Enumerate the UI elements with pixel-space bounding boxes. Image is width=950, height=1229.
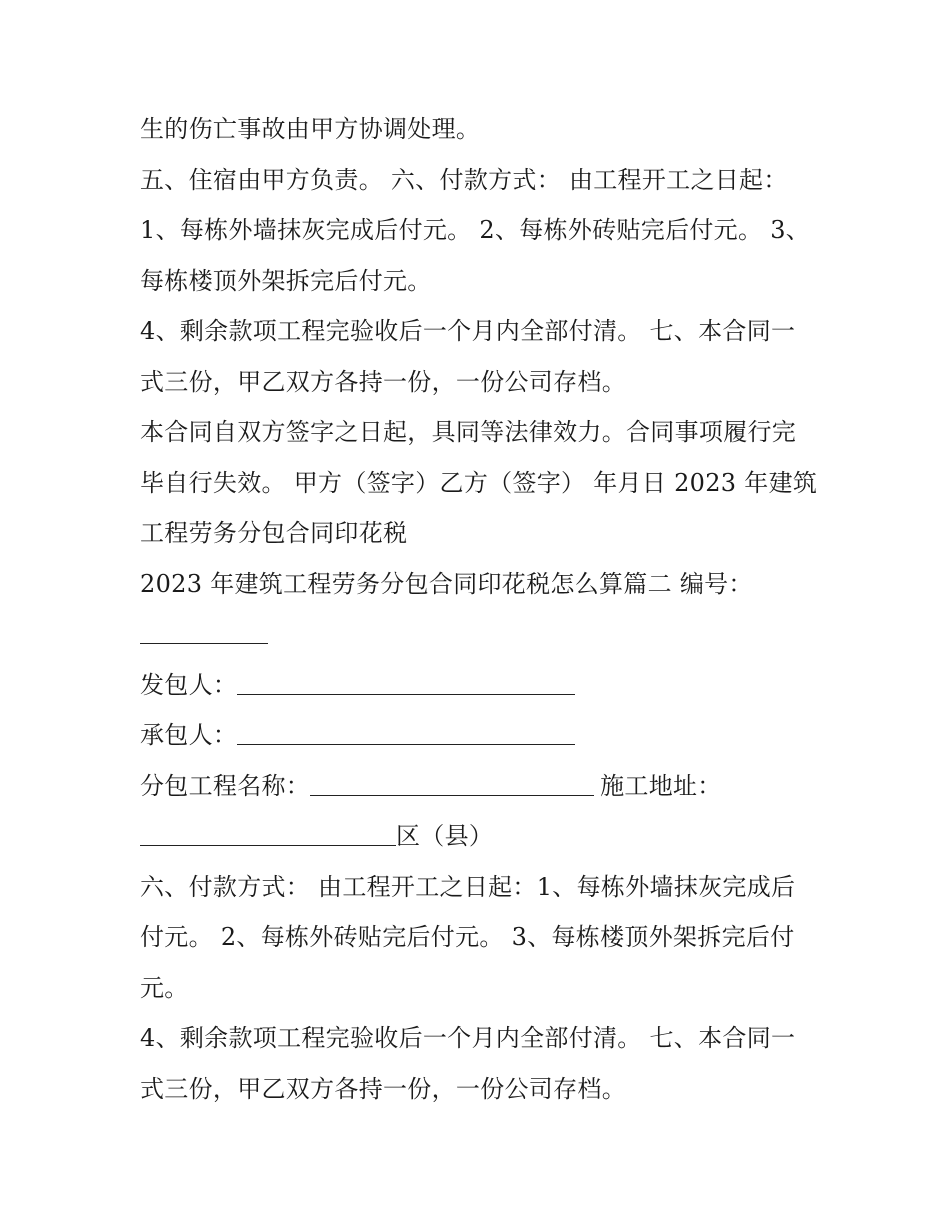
contractor-label: 承包人：: [140, 721, 238, 749]
district-label: 区（县）: [396, 822, 494, 850]
text-line: 1、每栋外墙抹灰完成后付元。 2、每栋外砖贴完后付元。 3、: [140, 216, 811, 244]
project-name-blank: [310, 775, 594, 796]
contractor-line: [140, 710, 820, 761]
text-line: 毕自行失效。 甲方（签字）乙方（签字） 年月日 2023 年建筑: [140, 468, 818, 497]
text-line: 4、剩余款项工程完验收后一个月内全部付清。 七、本合同一: [140, 1024, 796, 1052]
text-line: 付元。 2、每栋外砖贴完后付元。 3、每栋楼顶外架拆完后付: [140, 923, 795, 951]
district-line: [140, 811, 820, 862]
text-line: 五、住宿由甲方负责。 六、付款方式： 由工程开工之日起：: [140, 165, 788, 194]
contract-number-line: [140, 609, 820, 660]
text-line: 式三份，甲乙双方各持一份，一份公司存档。: [140, 1074, 626, 1103]
project-name-label: 分包工程名称：: [140, 771, 311, 800]
text-line: 元。: [140, 973, 189, 1002]
text-line: 4、剩余款项工程完验收后一个月内全部付清。 七、本合同一: [140, 317, 796, 345]
text-line: 式三份，甲乙双方各持一份，一份公司存档。: [140, 367, 626, 396]
site-address-label: 施工地址：: [600, 771, 722, 800]
contract-issuer-line: [140, 660, 820, 711]
project-name-line: [140, 761, 820, 812]
text-line: 2023 年建筑工程劳务分包合同印花税怎么算篇二 编号：: [140, 569, 753, 598]
site-address-blank: [140, 825, 396, 846]
text-line: 六、付款方式： 由工程开工之日起：1、每栋外墙抹灰完成后: [140, 872, 796, 901]
text-line: 每栋楼顶外架拆完后付元。: [140, 266, 432, 295]
text-line: 工程劳务分包合同印花税: [140, 519, 408, 547]
text-line: 生的伤亡事故由甲方协调处理。: [140, 115, 481, 143]
contract-issuer-label: 发包人：: [140, 670, 238, 699]
contract-issuer-blank: [237, 674, 575, 695]
document-body: [140, 104, 820, 1114]
text-line: 本合同自双方签字之日起，具同等法律效力。合同事项履行完: [140, 418, 797, 446]
contract-number-blank: [140, 623, 268, 644]
contractor-blank: [237, 724, 575, 745]
